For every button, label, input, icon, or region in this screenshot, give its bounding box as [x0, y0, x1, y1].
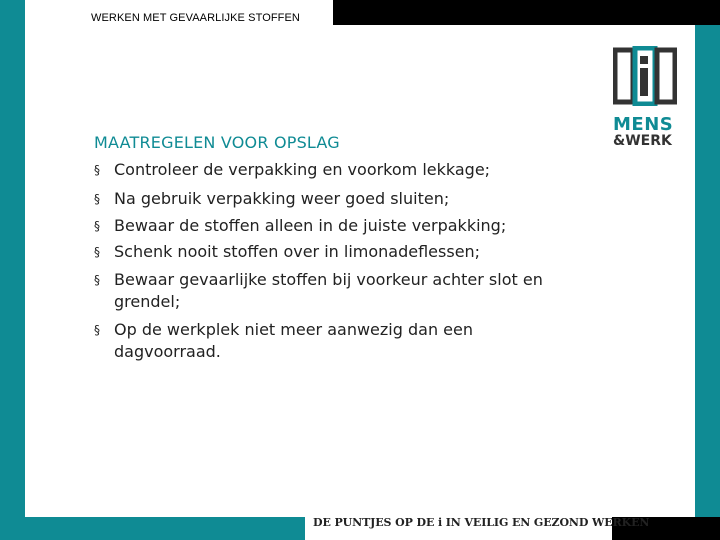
bullet-marker: §	[94, 323, 100, 337]
top-black-bar	[333, 0, 720, 25]
logo-line-werk: &WERK	[613, 133, 672, 149]
footer-tagline: DE PUNTJES OP DE i IN VEILIG EN GEZOND WERKEN	[313, 516, 650, 529]
bullet-marker: §	[94, 245, 100, 259]
list-item	[94, 159, 614, 181]
list-item	[94, 319, 614, 363]
list-item-text: Na gebruik verpakking weer goed sluiten;	[114, 189, 450, 208]
list-item-text: Controleer de verpakking en voorkom lekkage;	[114, 160, 491, 179]
slide-title: MAATREGELEN VOOR OPSLAG	[94, 133, 340, 152]
right-teal-bar	[695, 25, 720, 518]
list-item-text: Bewaar de stoffen alleen in de juiste verpakking;	[114, 216, 507, 235]
mens-en-werk-logo-icon	[613, 46, 677, 106]
bullet-marker: §	[94, 192, 100, 206]
list-item	[94, 241, 614, 263]
bullet-marker: §	[94, 273, 100, 287]
list-item-text: Op de werkplek niet meer aanwezig dan een dagvoorraad.	[114, 320, 473, 361]
list-item-text: Bewaar gevaarlijke stoffen bij voorkeur achter slot en grendel;	[114, 270, 543, 311]
list-item-text: Schenk nooit stoffen over in limonadeflessen;	[114, 242, 481, 261]
list-item	[94, 215, 614, 237]
logo-wordmark	[613, 116, 673, 150]
list-item	[94, 188, 614, 210]
bullet-marker: §	[94, 163, 100, 177]
left-teal-bar	[0, 0, 25, 540]
list-item	[94, 269, 614, 313]
bullet-marker: §	[94, 219, 100, 233]
logo-line-mens: MENS	[613, 114, 674, 135]
header-title: WERKEN MET GEVAARLIJKE STOFFEN	[91, 12, 300, 24]
bottom-teal-bar	[0, 517, 305, 540]
